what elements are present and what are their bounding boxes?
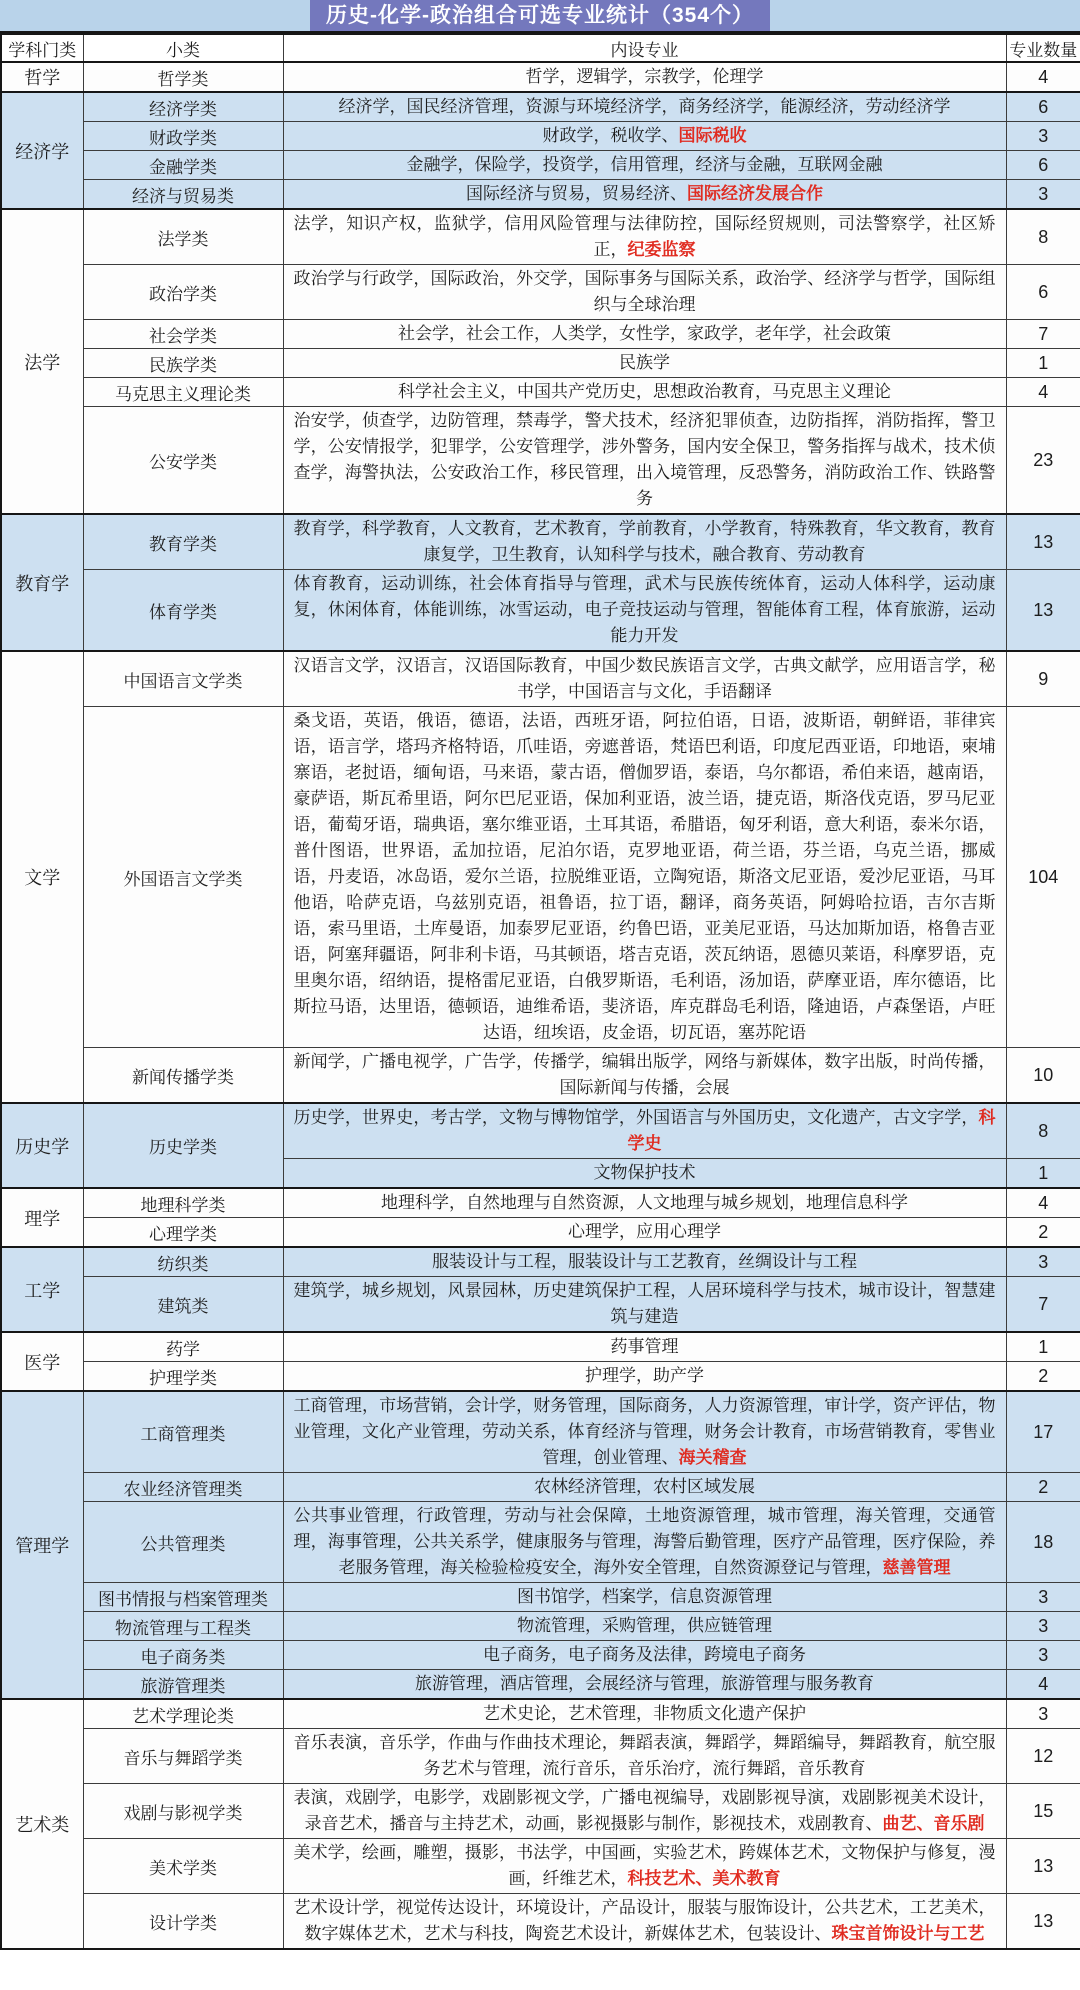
subcategory-cell: 外国语言文学类 bbox=[83, 707, 283, 1048]
table-row bbox=[1, 1583, 1080, 1612]
table-row bbox=[1, 1048, 1080, 1104]
subcategory-cell: 经济与贸易类 bbox=[83, 180, 283, 210]
table-row bbox=[1, 1188, 1080, 1218]
count-cell: 9 bbox=[1006, 651, 1080, 707]
subcategory-cell: 工商管理类 bbox=[83, 1391, 283, 1473]
table-row bbox=[1, 1641, 1080, 1670]
header-majors: 内设专业 bbox=[283, 34, 1006, 62]
majors-cell bbox=[283, 1583, 1006, 1612]
category-cell: 艺术类 bbox=[1, 1699, 83, 1949]
major-text: 电子商务，电子商务及法律，跨境电子商务 bbox=[483, 1645, 806, 1664]
subcategory-cell: 艺术学理论类 bbox=[83, 1699, 283, 1729]
count-cell: 4 bbox=[1006, 1188, 1080, 1218]
highlighted-major: 国际税收 bbox=[678, 126, 747, 145]
major-text: 农林经济管理，农村区域发展 bbox=[534, 1477, 755, 1496]
majors-cell bbox=[283, 1277, 1006, 1333]
count-cell: 6 bbox=[1006, 92, 1080, 122]
subcategory-cell: 音乐与舞蹈学类 bbox=[83, 1729, 283, 1784]
subcategory-cell: 物流管理与工程类 bbox=[83, 1612, 283, 1641]
major-text: 艺术史论，艺术管理，非物质文化遗产保护 bbox=[483, 1704, 806, 1723]
major-text: 教育学，科学教育，人文教育，艺术教育，学前教育，小学教育，特殊教育，华文教育，教育康复学，卫生教育，认知科学与技术，融合教育、劳动教育 bbox=[293, 519, 996, 564]
count-cell: 10 bbox=[1006, 1048, 1080, 1104]
table-row bbox=[1, 349, 1080, 378]
subcategory-cell: 戏剧与影视学类 bbox=[83, 1784, 283, 1839]
count-cell: 3 bbox=[1006, 1583, 1080, 1612]
major-text: 财政学，税收学、 bbox=[542, 126, 679, 145]
highlighted-major: 纪委监察 bbox=[627, 240, 696, 259]
table-row bbox=[1, 1784, 1080, 1839]
majors-cell bbox=[283, 1103, 1006, 1159]
title-bar bbox=[0, 0, 1080, 33]
subcategory-cell: 马克思主义理论类 bbox=[83, 378, 283, 407]
table-row bbox=[1, 407, 1080, 515]
subcategory-cell: 社会学类 bbox=[83, 320, 283, 349]
subcategory-cell: 政治学类 bbox=[83, 265, 283, 320]
subcategory-cell: 美术学类 bbox=[83, 1839, 283, 1894]
subcategory-cell: 公共管理类 bbox=[83, 1502, 283, 1583]
major-text: 历史学，世界史，考古学，文物与博物馆学，外国语言与外国历史，文化遗产，古文字学， bbox=[293, 1108, 979, 1127]
count-cell: 13 bbox=[1006, 1839, 1080, 1894]
subcategory-cell: 农业经济管理类 bbox=[83, 1473, 283, 1502]
count-cell: 18 bbox=[1006, 1502, 1080, 1583]
table-row bbox=[1, 707, 1080, 1048]
table-row bbox=[1, 209, 1080, 265]
count-cell: 2 bbox=[1006, 1362, 1080, 1392]
majors-cell bbox=[283, 1188, 1006, 1218]
count-cell: 2 bbox=[1006, 1218, 1080, 1248]
table-row bbox=[1, 1218, 1080, 1248]
count-cell: 3 bbox=[1006, 1612, 1080, 1641]
count-cell: 104 bbox=[1006, 707, 1080, 1048]
table-row bbox=[1, 1473, 1080, 1502]
majors-cell bbox=[283, 265, 1006, 320]
major-text: 建筑学，城乡规划，风景园林，历史建筑保护工程，人居环境科学与技术，城市设计，智慧建筑与建造 bbox=[293, 1281, 996, 1326]
majors-cell bbox=[283, 1391, 1006, 1473]
category-cell: 文学 bbox=[1, 651, 83, 1103]
category-cell: 教育学 bbox=[1, 514, 83, 651]
major-text: 物流管理，采购管理，供应链管理 bbox=[517, 1616, 772, 1635]
category-cell: 理学 bbox=[1, 1188, 83, 1247]
count-cell: 1 bbox=[1006, 349, 1080, 378]
count-cell: 15 bbox=[1006, 1784, 1080, 1839]
table-row bbox=[1, 1699, 1080, 1729]
header-subcategory: 小类 bbox=[83, 34, 283, 62]
count-cell: 4 bbox=[1006, 62, 1080, 92]
major-text: 心理学，应用心理学 bbox=[568, 1222, 721, 1241]
majors-cell bbox=[283, 180, 1006, 210]
table-row bbox=[1, 651, 1080, 707]
major-text: 国际经济与贸易，贸易经济、 bbox=[466, 184, 687, 203]
subcategory-cell: 药学 bbox=[83, 1332, 283, 1362]
majors-cell bbox=[283, 1218, 1006, 1248]
count-cell: 17 bbox=[1006, 1391, 1080, 1473]
major-text: 政治学与行政学，国际政治，外交学，国际事务与国际关系，政治学、经济学与哲学，国际组织与全球治理 bbox=[293, 269, 996, 314]
major-text: 经济学，国民经济管理，资源与环境经济学，商务经济学，能源经济，劳动经济学 bbox=[338, 97, 951, 116]
subcategory-cell: 中国语言文学类 bbox=[83, 651, 283, 707]
table-row bbox=[1, 1894, 1080, 1950]
category-cell: 经济学 bbox=[1, 92, 83, 209]
table-row bbox=[1, 1277, 1080, 1333]
count-cell: 12 bbox=[1006, 1729, 1080, 1784]
major-text: 社会学，社会工作，人类学，女性学，家政学，老年学，社会政策 bbox=[398, 324, 891, 343]
majors-cell bbox=[283, 209, 1006, 265]
major-text: 表演，戏剧学，电影学，戏剧影视文学，广播电视编导，戏剧影视导演，戏剧影视美术设计，录音艺术，播音与主持艺术，动画，影视摄影与制作，影视技术，戏剧教育、 bbox=[293, 1788, 996, 1833]
majors-cell bbox=[283, 1670, 1006, 1700]
major-text: 工商管理，市场营销，会计学，财务管理，国际商务，人力资源管理，审计学，资产评估，物业管理，文化产业管理，劳动关系，体育经济与管理，财务会计教育，市场营销教育，零售业管理，创业管理、 bbox=[293, 1396, 996, 1467]
majors-cell bbox=[283, 1839, 1006, 1894]
majors-cell bbox=[283, 349, 1006, 378]
subcategory-cell: 法学类 bbox=[83, 209, 283, 265]
majors-cell bbox=[283, 1159, 1006, 1189]
major-text: 旅游管理，酒店管理，会展经济与管理，旅游管理与服务教育 bbox=[415, 1674, 874, 1693]
count-cell: 7 bbox=[1006, 320, 1080, 349]
table-row bbox=[1, 1729, 1080, 1784]
highlighted-major: 科学史 bbox=[627, 1108, 996, 1153]
subcategory-cell: 民族学类 bbox=[83, 349, 283, 378]
major-text: 新闻学，广播电视学，广告学，传播学，编辑出版学，网络与新媒体，数字出版，时尚传播，国际新闻与传播，会展 bbox=[293, 1052, 996, 1097]
header-count: 专业数量 bbox=[1006, 34, 1080, 62]
subcategory-cell: 哲学类 bbox=[83, 62, 283, 92]
table-row bbox=[1, 265, 1080, 320]
major-text: 文物保护技术 bbox=[593, 1163, 696, 1182]
major-text: 地理科学，自然地理与自然资源，人文地理与城乡规划，地理信息科学 bbox=[381, 1193, 908, 1212]
table-header bbox=[1, 34, 1080, 62]
major-text: 法学，知识产权，监狱学，信用风险管理与法律防控，国际经贸规则，司法警察学，社区矫正， bbox=[293, 214, 996, 259]
majors-cell bbox=[283, 1729, 1006, 1784]
major-text: 服装设计与工程，服装设计与工艺教育，丝绸设计与工程 bbox=[432, 1252, 857, 1271]
count-cell: 8 bbox=[1006, 209, 1080, 265]
majors-cell bbox=[283, 1332, 1006, 1362]
subcategory-cell: 历史学类 bbox=[83, 1103, 283, 1188]
subcategory-cell: 图书情报与档案管理类 bbox=[83, 1583, 283, 1612]
category-cell: 管理学 bbox=[1, 1391, 83, 1699]
category-cell: 法学 bbox=[1, 209, 83, 514]
count-cell: 3 bbox=[1006, 122, 1080, 151]
count-cell: 1 bbox=[1006, 1332, 1080, 1362]
table-row bbox=[1, 320, 1080, 349]
category-cell: 历史学 bbox=[1, 1103, 83, 1188]
count-cell: 4 bbox=[1006, 378, 1080, 407]
subcategory-cell: 体育学类 bbox=[83, 570, 283, 652]
table-row bbox=[1, 1391, 1080, 1473]
table-row bbox=[1, 1839, 1080, 1894]
count-cell: 13 bbox=[1006, 570, 1080, 652]
majors-cell bbox=[283, 570, 1006, 652]
table-row bbox=[1, 1247, 1080, 1277]
count-cell: 23 bbox=[1006, 407, 1080, 515]
major-text: 艺术设计学，视觉传达设计，环境设计，产品设计，服装与服饰设计，公共艺术，工艺美术，数字媒体艺术，艺术与科技，陶瓷艺术设计，新媒体艺术，包装设计、 bbox=[293, 1898, 996, 1943]
highlighted-major: 国际经济发展合作 bbox=[687, 184, 823, 203]
majors-cell bbox=[283, 1473, 1006, 1502]
category-cell: 工学 bbox=[1, 1247, 83, 1332]
majors-cell bbox=[283, 320, 1006, 349]
major-text: 图书馆学，档案学，信息资源管理 bbox=[517, 1587, 772, 1606]
highlighted-major: 海关稽查 bbox=[678, 1448, 747, 1467]
table-row bbox=[1, 570, 1080, 652]
count-cell: 13 bbox=[1006, 514, 1080, 570]
majors-cell bbox=[283, 1362, 1006, 1392]
majors-cell bbox=[283, 1641, 1006, 1670]
count-cell: 6 bbox=[1006, 151, 1080, 180]
table-row bbox=[1, 1332, 1080, 1362]
count-cell: 13 bbox=[1006, 1894, 1080, 1950]
majors-cell bbox=[283, 122, 1006, 151]
majors-cell bbox=[283, 151, 1006, 180]
table-body bbox=[1, 62, 1080, 1949]
page-title: 历史-化学-政治组合可选专业统计（354个） bbox=[310, 0, 770, 31]
table-row bbox=[1, 1612, 1080, 1641]
majors-table bbox=[0, 33, 1080, 1950]
subcategory-cell: 护理学类 bbox=[83, 1362, 283, 1392]
highlighted-major: 珠宝首饰设计与工艺 bbox=[831, 1924, 985, 1943]
major-text: 药事管理 bbox=[610, 1337, 679, 1356]
count-cell: 8 bbox=[1006, 1103, 1080, 1159]
major-text: 治安学，侦查学，边防管理，禁毒学，警犬技术，经济犯罪侦查，边防指挥，消防指挥，警卫学，公安情报学，犯罪学，公安管理学，涉外警务，国内安全保卫，警务指挥与战术，技术侦查学，海警执法，公安政治工作，移民管理，出入境管理，反恐警务，消防政治工作、铁路警务 bbox=[293, 411, 996, 508]
header-row bbox=[1, 34, 1080, 62]
table-row bbox=[1, 1670, 1080, 1700]
majors-cell bbox=[283, 92, 1006, 122]
count-cell: 3 bbox=[1006, 180, 1080, 210]
count-cell: 4 bbox=[1006, 1670, 1080, 1700]
majors-cell bbox=[283, 1699, 1006, 1729]
table-row bbox=[1, 122, 1080, 151]
category-cell: 哲学 bbox=[1, 62, 83, 92]
majors-cell bbox=[283, 1612, 1006, 1641]
table-row bbox=[1, 92, 1080, 122]
majors-cell bbox=[283, 1784, 1006, 1839]
table-row bbox=[1, 378, 1080, 407]
subcategory-cell: 金融学类 bbox=[83, 151, 283, 180]
major-text: 音乐表演，音乐学，作曲与作曲技术理论，舞蹈表演，舞蹈学，舞蹈编导，舞蹈教育，航空服务艺术与管理，流行音乐，音乐治疗，流行舞蹈，音乐教育 bbox=[293, 1733, 996, 1778]
major-text: 汉语言文学，汉语言，汉语国际教育，中国少数民族语言文学，古典文献学，应用语言学，秘书学，中国语言与文化，手语翻译 bbox=[293, 656, 996, 701]
count-cell: 3 bbox=[1006, 1699, 1080, 1729]
category-cell: 医学 bbox=[1, 1332, 83, 1391]
table-row bbox=[1, 1103, 1080, 1159]
subcategory-cell: 经济学类 bbox=[83, 92, 283, 122]
header-category: 学科门类 bbox=[1, 34, 83, 62]
majors-cell bbox=[283, 1894, 1006, 1950]
subcategory-cell: 设计学类 bbox=[83, 1894, 283, 1950]
table-row bbox=[1, 1362, 1080, 1392]
highlighted-major: 科技艺术、美术教育 bbox=[627, 1869, 781, 1888]
major-text: 美术学，绘画，雕塑，摄影，书法学，中国画，实验艺术，跨媒体艺术，文物保护与修复，漫画，纤维艺术， bbox=[293, 1843, 996, 1888]
majors-cell bbox=[283, 1502, 1006, 1583]
majors-cell bbox=[283, 514, 1006, 570]
major-text: 科学社会主义，中国共产党历史，思想政治教育，马克思主义理论 bbox=[398, 382, 891, 401]
majors-cell bbox=[283, 651, 1006, 707]
count-cell: 3 bbox=[1006, 1247, 1080, 1277]
count-cell: 6 bbox=[1006, 265, 1080, 320]
majors-cell bbox=[283, 1048, 1006, 1104]
subcategory-cell: 建筑类 bbox=[83, 1277, 283, 1333]
subcategory-cell: 地理科学类 bbox=[83, 1188, 283, 1218]
count-cell: 7 bbox=[1006, 1277, 1080, 1333]
subcategory-cell: 电子商务类 bbox=[83, 1641, 283, 1670]
subcategory-cell: 公安学类 bbox=[83, 407, 283, 515]
major-text: 民族学 bbox=[619, 353, 670, 372]
majors-cell bbox=[283, 378, 1006, 407]
table-row bbox=[1, 514, 1080, 570]
count-cell: 2 bbox=[1006, 1473, 1080, 1502]
majors-cell bbox=[283, 62, 1006, 92]
subcategory-cell: 教育学类 bbox=[83, 514, 283, 570]
majors-cell bbox=[283, 407, 1006, 515]
table-row bbox=[1, 151, 1080, 180]
table-row bbox=[1, 180, 1080, 210]
majors-cell bbox=[283, 707, 1006, 1048]
major-text: 公共事业管理，行政管理，劳动与社会保障，土地资源管理，城市管理，海关管理，交通管理，海事管理，公共关系学，健康服务与管理，海警后勤管理，医疗产品管理，医疗保险，养老服务管理，海关检验检疫安全，海外安全管理，自然资源登记与管理， bbox=[293, 1506, 996, 1577]
subcategory-cell: 财政学类 bbox=[83, 122, 283, 151]
count-cell: 3 bbox=[1006, 1641, 1080, 1670]
major-text: 桑戈语，英语，俄语，德语，法语，西班牙语，阿拉伯语，日语，波斯语，朝鲜语，菲律宾语，语言学，塔玛齐格特语，爪哇语，旁遮普语，梵语巴利语，印度尼西亚语，印地语，柬埔寨语，老挝语，缅甸语，马来语，蒙古语，僧伽罗语，泰语，乌尔都语，希伯来语，越南语，豪萨语，斯瓦希里语，阿尔巴尼亚语，保加利亚语，波兰语，捷克语，斯洛伐克语，罗马尼亚语，葡萄牙语，瑞典语，塞尔维亚语，土耳其语，希腊语，匈牙利语，意大利语，泰米尔语，普什图语，世界语，孟加拉语，尼泊尔语，克罗地亚语，荷兰语，芬兰语，乌克兰语，挪威语，丹麦语，冰岛语，爱尔兰语，拉脱维亚语，立陶宛语，斯洛文尼亚语，爱沙尼亚语，马耳他语，哈萨克语，乌兹别克语，祖鲁语，拉丁语，翻译，商务英语，阿姆哈拉语，吉尔吉斯语，索马里语，土库曼语，加泰罗尼亚语，约鲁巴语，亚美尼亚语，马达加斯加语，格鲁吉亚语，阿塞拜疆语，阿非利卡语，马其顿语，塔吉克语，茨瓦纳语，恩德贝莱语，科摩罗语，克里奥尔语，绍纳语，提格雷尼亚语，白俄罗斯语，毛利语，汤加语，萨摩亚语，库尔德语，比斯拉马语，达里语，德顿语，迪维希语，斐济语，库克群岛毛利语，隆迪语，卢森堡语，卢旺达语，纽埃语，皮金语，切瓦语，塞苏陀语 bbox=[293, 711, 996, 1042]
subcategory-cell: 心理学类 bbox=[83, 1218, 283, 1248]
majors-cell bbox=[283, 1247, 1006, 1277]
highlighted-major: 曲艺、音乐剧 bbox=[882, 1814, 985, 1833]
subcategory-cell: 新闻传播学类 bbox=[83, 1048, 283, 1104]
subcategory-cell: 旅游管理类 bbox=[83, 1670, 283, 1700]
major-text: 体育教育，运动训练，社会体育指导与管理，武术与民族传统体育，运动人体科学，运动康复，休闲体育，体能训练，冰雪运动，电子竞技运动与管理，智能体育工程，体育旅游，运动能力开发 bbox=[293, 574, 996, 645]
table-row bbox=[1, 62, 1080, 92]
highlighted-major: 慈善管理 bbox=[882, 1558, 951, 1577]
count-cell: 1 bbox=[1006, 1159, 1080, 1189]
table-row bbox=[1, 1502, 1080, 1583]
major-text: 哲学，逻辑学，宗教学，伦理学 bbox=[525, 67, 764, 86]
major-text: 金融学，保险学，投资学，信用管理，经济与金融，互联网金融 bbox=[406, 155, 883, 174]
subcategory-cell: 纺织类 bbox=[83, 1247, 283, 1277]
major-text: 护理学，助产学 bbox=[585, 1366, 704, 1385]
